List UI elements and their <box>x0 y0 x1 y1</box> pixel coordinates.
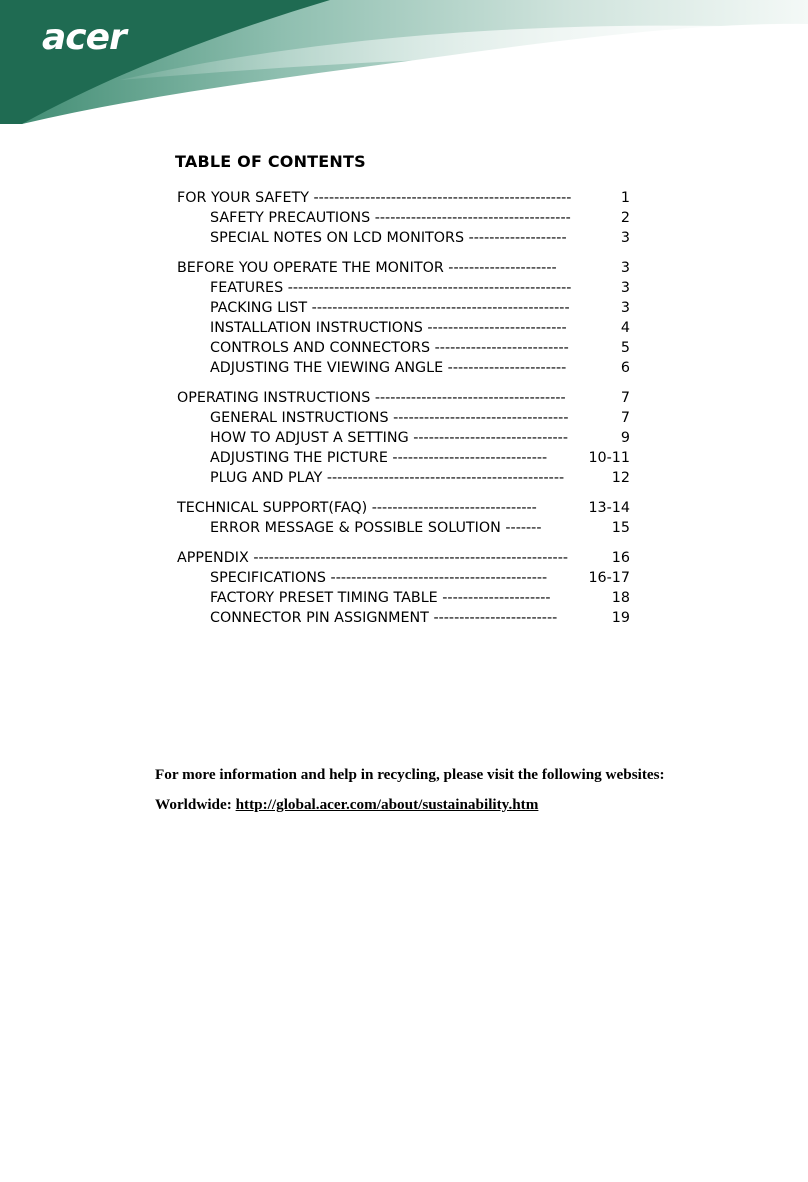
toc-entry <box>177 258 630 278</box>
recycling-info-text: For more information and help in recycling, please visit the following websites: <box>155 766 665 783</box>
toc-entry-page: 3 <box>620 260 630 276</box>
toc-entry-page: 1 <box>620 190 630 206</box>
toc-entry <box>210 208 630 228</box>
toc-entry-page: 9 <box>620 430 630 446</box>
toc-entry-label: ERROR MESSAGE & POSSIBLE SOLUTION ------- <box>210 520 542 536</box>
toc-entry-label: BEFORE YOU OPERATE THE MONITOR --------------------- <box>177 260 557 276</box>
toc-entry-label: PLUG AND PLAY ---------------------------------------------- <box>210 470 565 486</box>
worldwide-link[interactable]: http://global.acer.com/about/sustainability.htm <box>235 796 539 813</box>
toc-entry-label: SAFETY PRECAUTIONS -------------------------------------- <box>210 210 571 226</box>
toc-entry <box>210 428 630 448</box>
toc-entry-label: OPERATING INSTRUCTIONS ------------------------------------- <box>177 390 566 406</box>
toc-entry-label: HOW TO ADJUST A SETTING ------------------------------ <box>210 430 568 446</box>
toc-entry-label: CONNECTOR PIN ASSIGNMENT ------------------------ <box>210 610 558 626</box>
toc-entry-page: 2 <box>620 210 630 226</box>
toc-entry <box>210 298 630 318</box>
toc-entry-label: APPENDIX ------------------------------------------------------------- <box>177 550 569 566</box>
toc-entry <box>177 548 630 568</box>
toc-entry <box>210 518 630 538</box>
toc-entry-page: 6 <box>620 360 630 376</box>
toc-entry-page: 3 <box>620 230 630 246</box>
toc-entry-page: 16-17 <box>588 570 630 586</box>
toc-entry-label: PACKING LIST -------------------------------------------------- <box>210 300 570 316</box>
header-banner <box>0 0 808 130</box>
toc-entry <box>210 448 630 468</box>
toc-entry-page: 10-11 <box>588 450 630 466</box>
toc-entry-label: ADJUSTING THE VIEWING ANGLE ----------------------- <box>210 360 567 376</box>
toc-entry-page: 4 <box>620 320 630 336</box>
worldwide-line <box>155 796 538 814</box>
toc-entry <box>177 188 630 208</box>
toc-entry-label: INSTALLATION INSTRUCTIONS --------------------------- <box>210 320 567 336</box>
toc-entry <box>177 388 630 408</box>
toc-entry-label: FEATURES ------------------------------------------------------- <box>210 280 572 296</box>
toc-entry-label: SPECIFICATIONS ------------------------------------------ <box>210 570 548 586</box>
toc-entry-page: 15 <box>611 520 630 536</box>
toc-entry-label: FOR YOUR SAFETY -------------------------------------------------- <box>177 190 572 206</box>
toc-entry <box>210 588 630 608</box>
toc-title: TABLE OF CONTENTS <box>175 152 366 171</box>
toc-entry <box>210 608 630 628</box>
toc-entry <box>210 338 630 358</box>
toc-entry <box>177 498 630 518</box>
toc-entry-label: SPECIAL NOTES ON LCD MONITORS ------------------- <box>210 230 567 246</box>
toc-entry-page: 7 <box>620 390 630 406</box>
toc-entry <box>210 278 630 298</box>
toc-entry <box>210 228 630 248</box>
toc-entry-label: GENERAL INSTRUCTIONS ---------------------------------- <box>210 410 569 426</box>
toc-entry-page: 3 <box>620 280 630 296</box>
toc-entry-page: 13-14 <box>588 500 630 516</box>
toc-entry-page: 3 <box>620 300 630 316</box>
toc-entry-label: TECHNICAL SUPPORT(FAQ) -------------------------------- <box>177 500 537 516</box>
toc-entry <box>210 568 630 588</box>
toc-entry-page: 5 <box>620 340 630 356</box>
toc-entry <box>210 318 630 338</box>
toc-entry <box>210 358 630 378</box>
toc-entry-page: 18 <box>611 590 630 606</box>
toc-entry-page: 16 <box>611 550 630 566</box>
acer-logo: acer <box>42 17 126 58</box>
toc-entry-page: 12 <box>611 470 630 486</box>
worldwide-label: Worldwide: <box>155 796 232 813</box>
toc-entry <box>210 468 630 488</box>
toc-entry-page: 19 <box>611 610 630 626</box>
toc-entry-label: ADJUSTING THE PICTURE ------------------------------ <box>210 450 548 466</box>
toc-entry-label: FACTORY PRESET TIMING TABLE --------------------- <box>210 590 551 606</box>
toc-entry <box>210 408 630 428</box>
toc-entry-label: CONTROLS AND CONNECTORS -------------------------- <box>210 340 569 356</box>
toc-entry-page: 7 <box>620 410 630 426</box>
